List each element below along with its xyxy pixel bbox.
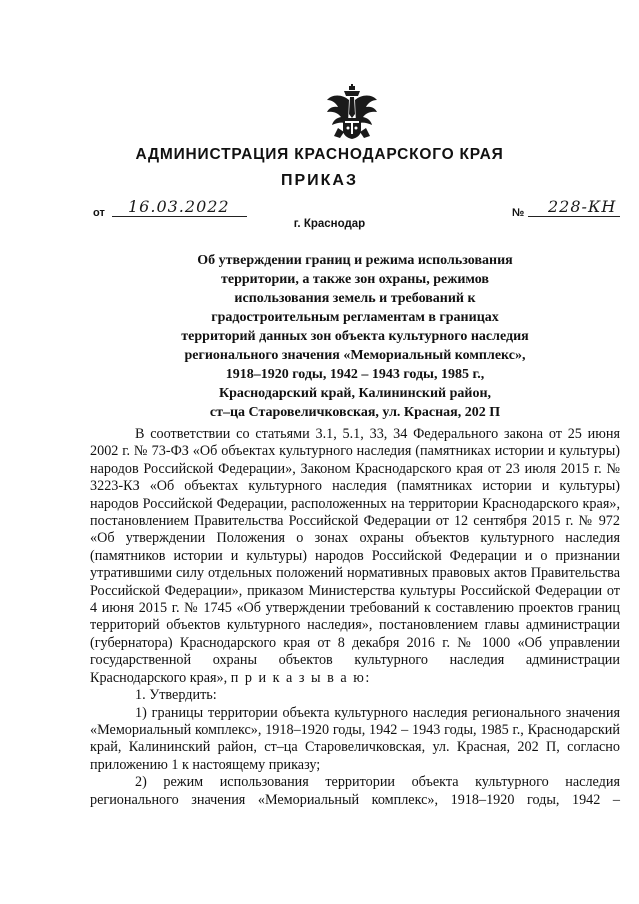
preamble-text: В соответствии со статьями 3.1, 5.1, 33, 34 Федерального закона от 25 июня 2002 г. № 73-ФЗ «Об объектах культурного наследия (памятниках истории и культуры) народов Российской Федерации», Законом Краснодарского края от 23 июля 2015 г. № 3223-КЗ «Об объектах культурного наследия (памятниках истории и культуры) народов Российской Федерации, расположенных на территории Краснодарского края», постановлением Правительства Российской Федерации от 12 сентября 2015 г. № 972 «Об утверждении Положения о зонах охраны объектов культурного наследия (памятников истории и культуры) народов Российской Федерации и о признании утратившими силу отдельных положений нормативных правовых актов Правительства Российской Федерации», приказом Министерства культуры Российской Федерации от 4 июня 2015 г. № 1745 «Об утверждении требований к составлению проектов границ территорий объектов культурного наследия», постановлением главы администрации (губернатора) Краснодарского края от 8 декабря 2016 г. № 1000 «Об управлении государственной охраны объектов культурного наследия администрации Краснодарского края», [90, 426, 620, 686]
document-title [150, 251, 560, 422]
number-label: № [512, 207, 525, 219]
city-name: г. Краснодар [293, 218, 366, 230]
number-value: 228-КН [548, 197, 617, 216]
item-1-1: 1) границы территории объекта культурного наследия регионального значения «Мемориальный комплекс», 1918–1920 годы, 1942 – 1943 годы, 1985 г., Краснодарский край, Калининский район, ст–ца Старовеличковская, ул. Красная, 202 П, согласно приложению 1 к настоящему приказу; [90, 704, 620, 773]
item-1: 1. Утвердить: [135, 687, 217, 704]
title-line: ст–ца Старовеличковская, ул. Красная, 202 П [209, 405, 501, 420]
document-body [90, 426, 620, 809]
title-line: территории, а также зон охраны, режимов [221, 272, 489, 287]
title-line: регионального значения «Мемориальный комплекс», [184, 348, 526, 363]
title-line: градостроительным регламентам в границах [211, 310, 499, 325]
preamble-paragraph [90, 426, 620, 687]
date-label: от [93, 207, 105, 219]
organization-name: АДМИНИСТРАЦИЯ КРАСНОДАРСКОГО КРАЯ [135, 146, 504, 163]
title-line: территорий данных зон объекта культурного наследия [181, 329, 529, 344]
title-line: Краснодарский край, Калининский район, [218, 386, 492, 401]
title-line: использования земель и требований к [234, 291, 476, 306]
item-1-2: 2) режим использования территории объекта культурного наследия регионального значения «Мемориальный комплекс», 1918–1920 годы, 1942 – [90, 774, 620, 808]
date-value: 16.03.2022 [128, 197, 230, 216]
number-underline [528, 216, 620, 217]
title-line: 1918–1920 годы, 1942 – 1943 годы, 1985 г., [225, 367, 485, 382]
order-word: п р и к а з ы в а ю: [230, 669, 371, 686]
title-line: Об утверждении границ и режима использования [197, 253, 513, 268]
coat-of-arms-emblem [324, 84, 380, 140]
document-type: ПРИКАЗ [280, 172, 358, 189]
date-underline [112, 216, 247, 217]
